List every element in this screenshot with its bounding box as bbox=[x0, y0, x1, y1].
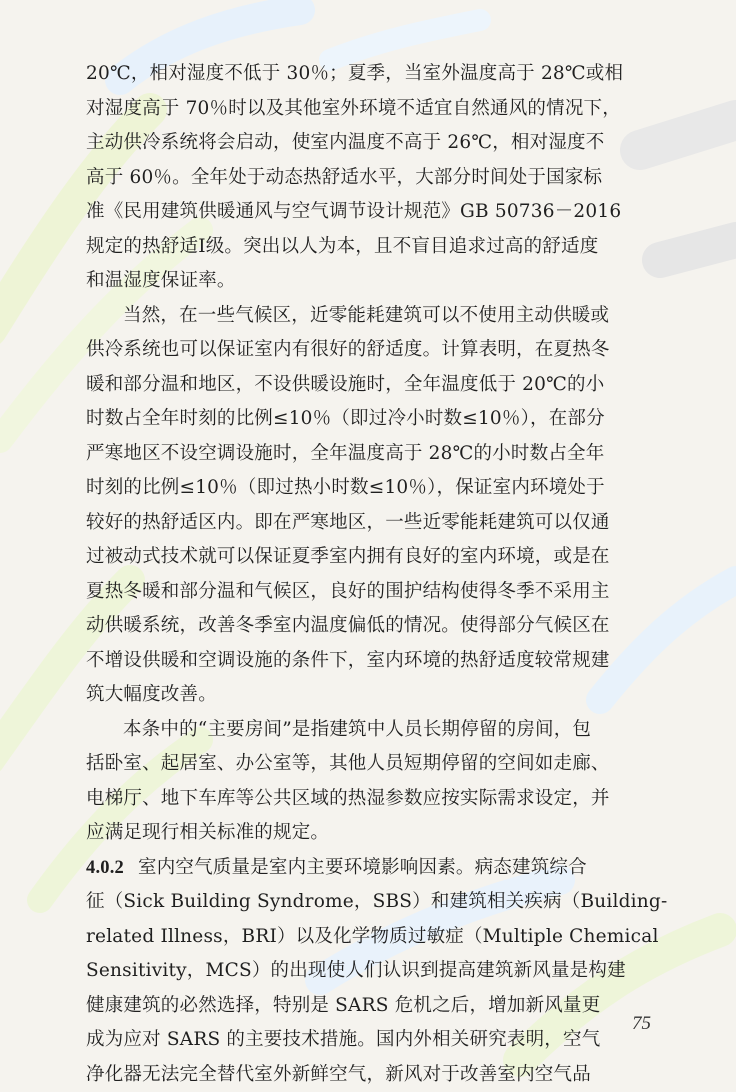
line-text: 本条中的“主要房间”是指建筑中人员长期停留的房间，包 bbox=[123, 719, 591, 740]
text-line bbox=[86, 816, 678, 851]
text-line bbox=[86, 126, 678, 161]
text-line bbox=[86, 402, 678, 437]
line-text: 准《民用建筑供暖通风与空气调节设计规范》GB 50736－2016 bbox=[86, 201, 621, 222]
text-line bbox=[86, 195, 678, 230]
line-text: 规定的热舒适Ⅰ级。突出以人为本，且不盲目追求过高的舒适度 bbox=[86, 236, 598, 257]
text-line bbox=[86, 782, 678, 817]
line-text: 成为应对 SARS 的主要技术措施。国内外相关研究表明，空气 bbox=[86, 1029, 600, 1050]
text-line bbox=[86, 57, 678, 92]
line-text: 征（Sick Building Syndrome，SBS）和建筑相关疾病（Building- bbox=[86, 891, 667, 912]
line-text: 主动供冷系统将会启动，使室内温度不高于 26℃，相对湿度不 bbox=[86, 132, 604, 153]
line-text: 较好的热舒适区内。即在严寒地区，一些近零能耗建筑可以仅通 bbox=[86, 512, 610, 533]
line-text: 动供暖系统，改善冬季室内温度偏低的情况。使得部分气候区在 bbox=[86, 615, 610, 636]
text-line bbox=[86, 264, 678, 299]
text-line bbox=[86, 989, 678, 1024]
line-text: 健康建筑的必然选择，特别是 SARS 危机之后，增加新风量更 bbox=[86, 995, 600, 1016]
text-line bbox=[86, 885, 678, 920]
text-line bbox=[86, 161, 678, 196]
line-text: 高于 60％。全年处于动态热舒适水平，大部分时间处于国家标 bbox=[86, 167, 602, 188]
clause-number: 4.0.2 bbox=[86, 858, 124, 878]
text-line bbox=[86, 333, 678, 368]
line-text: 20℃，相对湿度不低于 30％；夏季，当室外温度高于 28℃或相 bbox=[86, 63, 623, 84]
text-line bbox=[86, 713, 678, 748]
line-text: 对湿度高于 70％时以及其他室外环境不适宜自然通风的情况下， bbox=[86, 98, 621, 119]
line-text: 过被动式技术就可以保证夏季室内拥有良好的室内环境，或是在 bbox=[86, 546, 610, 567]
clause-line bbox=[86, 851, 678, 886]
line-text: 严寒地区不设空调设施时，全年温度高于 28℃的小时数占全年 bbox=[86, 443, 604, 464]
text-line bbox=[86, 920, 678, 955]
line-text: 应满足现行相关标准的规定。 bbox=[86, 822, 329, 843]
line-text: 时数占全年时刻的比例≤10％（即过冷小时数≤10％），在部分 bbox=[86, 408, 605, 429]
line-text: Sensitivity，MCS）的出现使人们认识到提高建筑新风量是构建 bbox=[86, 960, 626, 981]
text-line bbox=[86, 299, 678, 334]
line-text: 时刻的比例≤10％（即过热小时数≤10％），保证室内环境处于 bbox=[86, 477, 605, 498]
page-number: 75 bbox=[632, 1013, 651, 1035]
line-text: 夏热冬暖和部分温和气候区，良好的围护结构使得冬季不采用主 bbox=[86, 581, 610, 602]
line-text: 筑大幅度改善。 bbox=[86, 684, 217, 705]
text-line bbox=[86, 1058, 678, 1092]
text-line bbox=[86, 471, 678, 506]
text-line bbox=[86, 230, 678, 265]
document-body bbox=[86, 57, 678, 1092]
line-text: related Illness，BRI）以及化学物质过敏症（Multiple Chemical bbox=[86, 926, 659, 947]
line-text: 括卧室、起居室、办公室等，其他人员短期停留的空间如走廊、 bbox=[86, 753, 610, 774]
line-text: 供冷系统也可以保证室内有很好的舒适度。计算表明，在夏热冬 bbox=[86, 339, 610, 360]
text-line bbox=[86, 540, 678, 575]
text-line bbox=[86, 575, 678, 610]
line-text: 不增设供暖和空调设施的条件下，室内环境的热舒适度较常规建 bbox=[86, 650, 610, 671]
text-line bbox=[86, 437, 678, 472]
text-line bbox=[86, 644, 678, 679]
text-line bbox=[86, 506, 678, 541]
text-line bbox=[86, 678, 678, 713]
text-line bbox=[86, 1023, 678, 1058]
text-line bbox=[86, 92, 678, 127]
line-text: 和温湿度保证率。 bbox=[86, 270, 236, 291]
text-line bbox=[86, 747, 678, 782]
text-line bbox=[86, 954, 678, 989]
text-line bbox=[86, 609, 678, 644]
line-text: 电梯厅、地下车库等公共区域的热湿参数应按实际需求设定，并 bbox=[86, 788, 610, 809]
line-text: 当然，在一些气候区，近零能耗建筑可以不使用主动供暖或 bbox=[123, 305, 609, 326]
text-line bbox=[86, 368, 678, 403]
line-text: 净化器无法完全替代室外新鲜空气，新风对于改善室内空气品 bbox=[86, 1064, 591, 1085]
line-text: 暖和部分温和地区，不设供暖设施时，全年温度低于 20℃的小 bbox=[86, 374, 604, 395]
line-text: 室内空气质量是室内主要环境影响因素。病态建筑综合 bbox=[138, 857, 587, 878]
